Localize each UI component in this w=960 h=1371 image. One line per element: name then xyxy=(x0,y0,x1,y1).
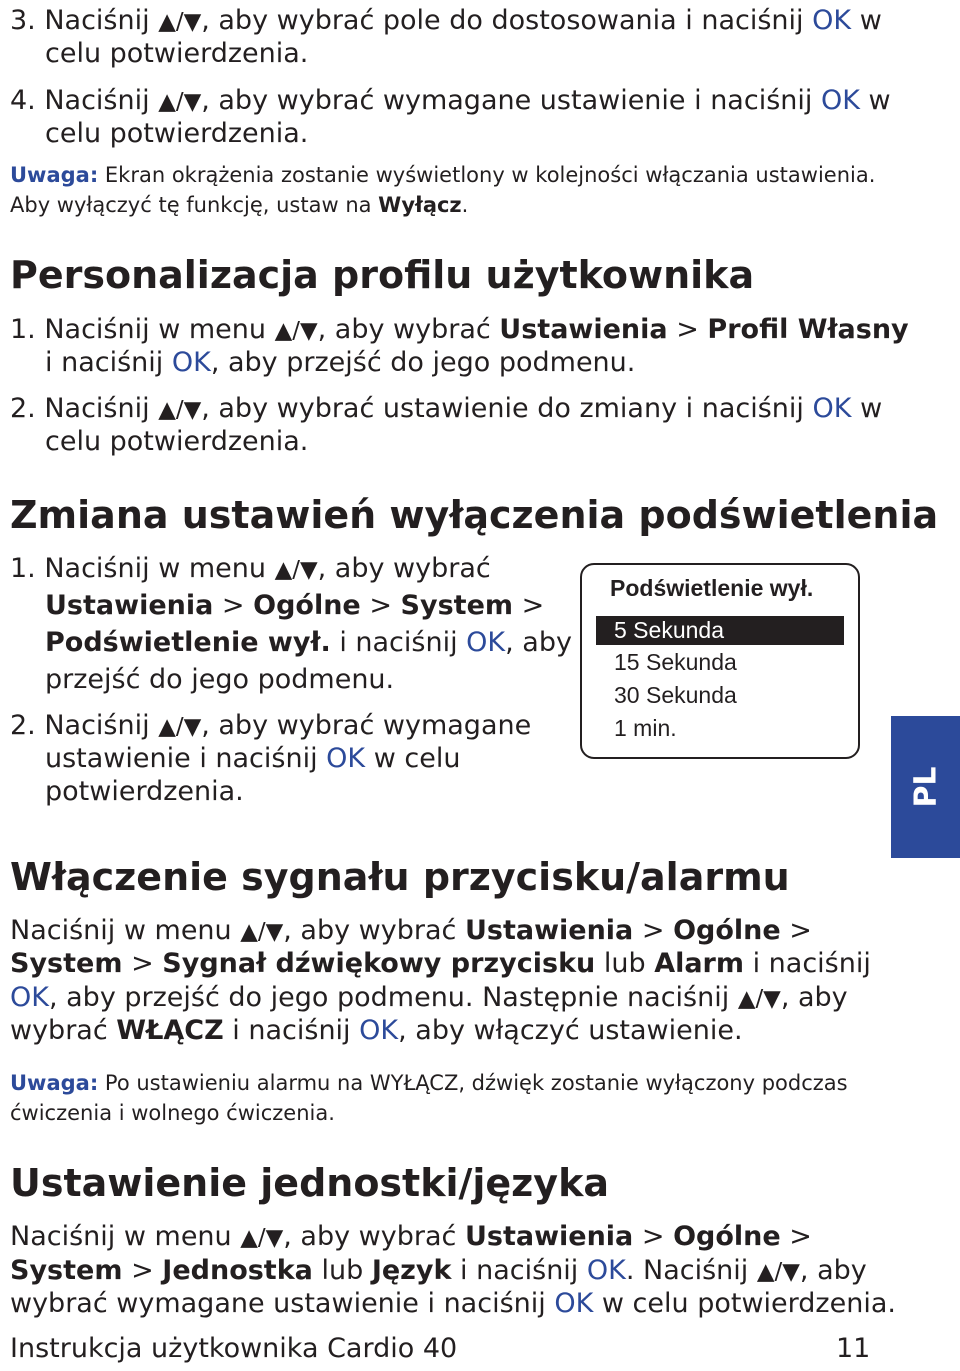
backlight-step-2-line-1: 2. Naciśnij ▲/▼, aby wybrać wymagane xyxy=(10,710,532,741)
ok-key: OK xyxy=(466,627,506,658)
ok-key: OK xyxy=(171,347,211,378)
up-down-arrows-icon: ▲/▼ xyxy=(756,1259,800,1285)
backlight-step-1-line-2: Ustawienia > Ogólne > System > xyxy=(45,590,545,621)
backlight-step-1-line-1: 1. Naciśnij w menu ▲/▼, aby wybrać xyxy=(10,553,491,584)
units-line-2: System > Jednostka lub Język i naciśnij OK. Naciśnij ▲/▼, aby xyxy=(10,1255,867,1286)
up-down-arrows-icon: ▲/▼ xyxy=(158,9,202,35)
ok-key: OK xyxy=(10,982,49,1013)
heading-profile: Personalizacja profilu użytkownika xyxy=(10,253,755,297)
screen-option-selected: 5 Sekunda xyxy=(596,616,844,645)
profile-step-1-line-2: i naciśnij OK, aby przejść do jego podmenu. xyxy=(45,347,636,378)
device-screen-backlight xyxy=(580,563,860,759)
page-number: 11 xyxy=(836,1333,871,1364)
profile-step-1-line-1: 1. Naciśnij w menu ▲/▼, aby wybrać Ustawienia > Profil Własny xyxy=(10,314,909,345)
step-3-line-1: 3. Naciśnij ▲/▼, aby wybrać pole do dostosowania i naciśnij OK w xyxy=(10,5,882,36)
profile-step-2-line-1: 2. Naciśnij ▲/▼, aby wybrać ustawienie do zmiany i naciśnij OK w xyxy=(10,393,883,424)
backlight-step-2-line-2: ustawienie i naciśnij OK w celu xyxy=(45,743,461,774)
ok-key: OK xyxy=(586,1255,626,1286)
profile-step-2-line-2: celu potwierdzenia. xyxy=(45,426,309,457)
ok-key: OK xyxy=(359,1015,399,1046)
step-3-line-2: celu potwierdzenia. xyxy=(45,38,309,69)
ok-key: OK xyxy=(554,1288,594,1319)
up-down-arrows-icon: ▲/▼ xyxy=(274,318,318,344)
backlight-step-1-line-3: Podświetlenie wył. i naciśnij OK, aby xyxy=(45,627,572,658)
heading-units: Ustawienie jednostki/języka xyxy=(10,1161,609,1205)
backlight-step-1-line-4: przejść do jego podmenu. xyxy=(45,664,395,695)
up-down-arrows-icon: ▲/▼ xyxy=(274,557,318,583)
note-lap-line-1: Uwaga: Ekran okrążenia zostanie wyświetlony w kolejności włączania ustawienia. xyxy=(10,163,876,187)
sound-line-2: System > Sygnał dźwiękowy przycisku lub Alarm i naciśnij xyxy=(10,948,871,979)
language-tab: PL xyxy=(891,716,960,858)
up-down-arrows-icon: ▲/▼ xyxy=(158,89,202,115)
up-down-arrows-icon: ▲/▼ xyxy=(737,986,781,1012)
note-alarm-line-2: ćwiczenia i wolnego ćwiczenia. xyxy=(10,1101,335,1125)
screen-option: 15 Sekunda xyxy=(614,649,737,675)
ok-key: OK xyxy=(812,5,852,36)
ok-key: OK xyxy=(812,393,852,424)
step-4-line-2: celu potwierdzenia. xyxy=(45,118,309,149)
up-down-arrows-icon: ▲/▼ xyxy=(240,1225,284,1251)
sound-line-1: Naciśnij w menu ▲/▼, aby wybrać Ustawienia > Ogólne > xyxy=(10,915,812,946)
heading-sound: Włączenie sygnału przycisku/alarmu xyxy=(10,855,790,899)
footer-title: Instrukcja użytkownika Cardio 40 xyxy=(10,1333,458,1364)
sound-line-4: wybrać WŁĄCZ i naciśnij OK, aby włączyć ustawienie. xyxy=(10,1015,743,1046)
heading-backlight: Zmiana ustawień wyłączenia podświetlenia xyxy=(10,493,939,537)
note-lap-line-2: Aby wyłączyć tę funkcję, ustaw na Wyłącz. xyxy=(10,193,469,217)
up-down-arrows-icon: ▲/▼ xyxy=(158,397,202,423)
note-alarm-line-1: Uwaga: Po ustawieniu alarmu na WYŁĄCZ, dźwięk zostanie wyłączony podczas xyxy=(10,1071,848,1095)
ok-key: OK xyxy=(820,85,860,116)
up-down-arrows-icon: ▲/▼ xyxy=(240,919,284,945)
up-down-arrows-icon: ▲/▼ xyxy=(158,714,202,740)
sound-line-3: OK, aby przejść do jego podmenu. Następnie naciśnij ▲/▼, aby xyxy=(10,982,848,1013)
screen-option: 30 Sekunda xyxy=(614,682,737,708)
units-line-3: wybrać wymagane ustawienie i naciśnij OK w celu potwierdzenia. xyxy=(10,1288,896,1319)
screen-option: 1 min. xyxy=(614,715,677,741)
ok-key: OK xyxy=(326,743,366,774)
units-line-1: Naciśnij w menu ▲/▼, aby wybrać Ustawienia > Ogólne > xyxy=(10,1221,812,1252)
step-4-line-1: 4. Naciśnij ▲/▼, aby wybrać wymagane ustawienie i naciśnij OK w xyxy=(10,85,891,116)
screen-title: Podświetlenie wył. xyxy=(610,575,814,601)
backlight-step-2-line-3: potwierdzenia. xyxy=(45,776,244,807)
